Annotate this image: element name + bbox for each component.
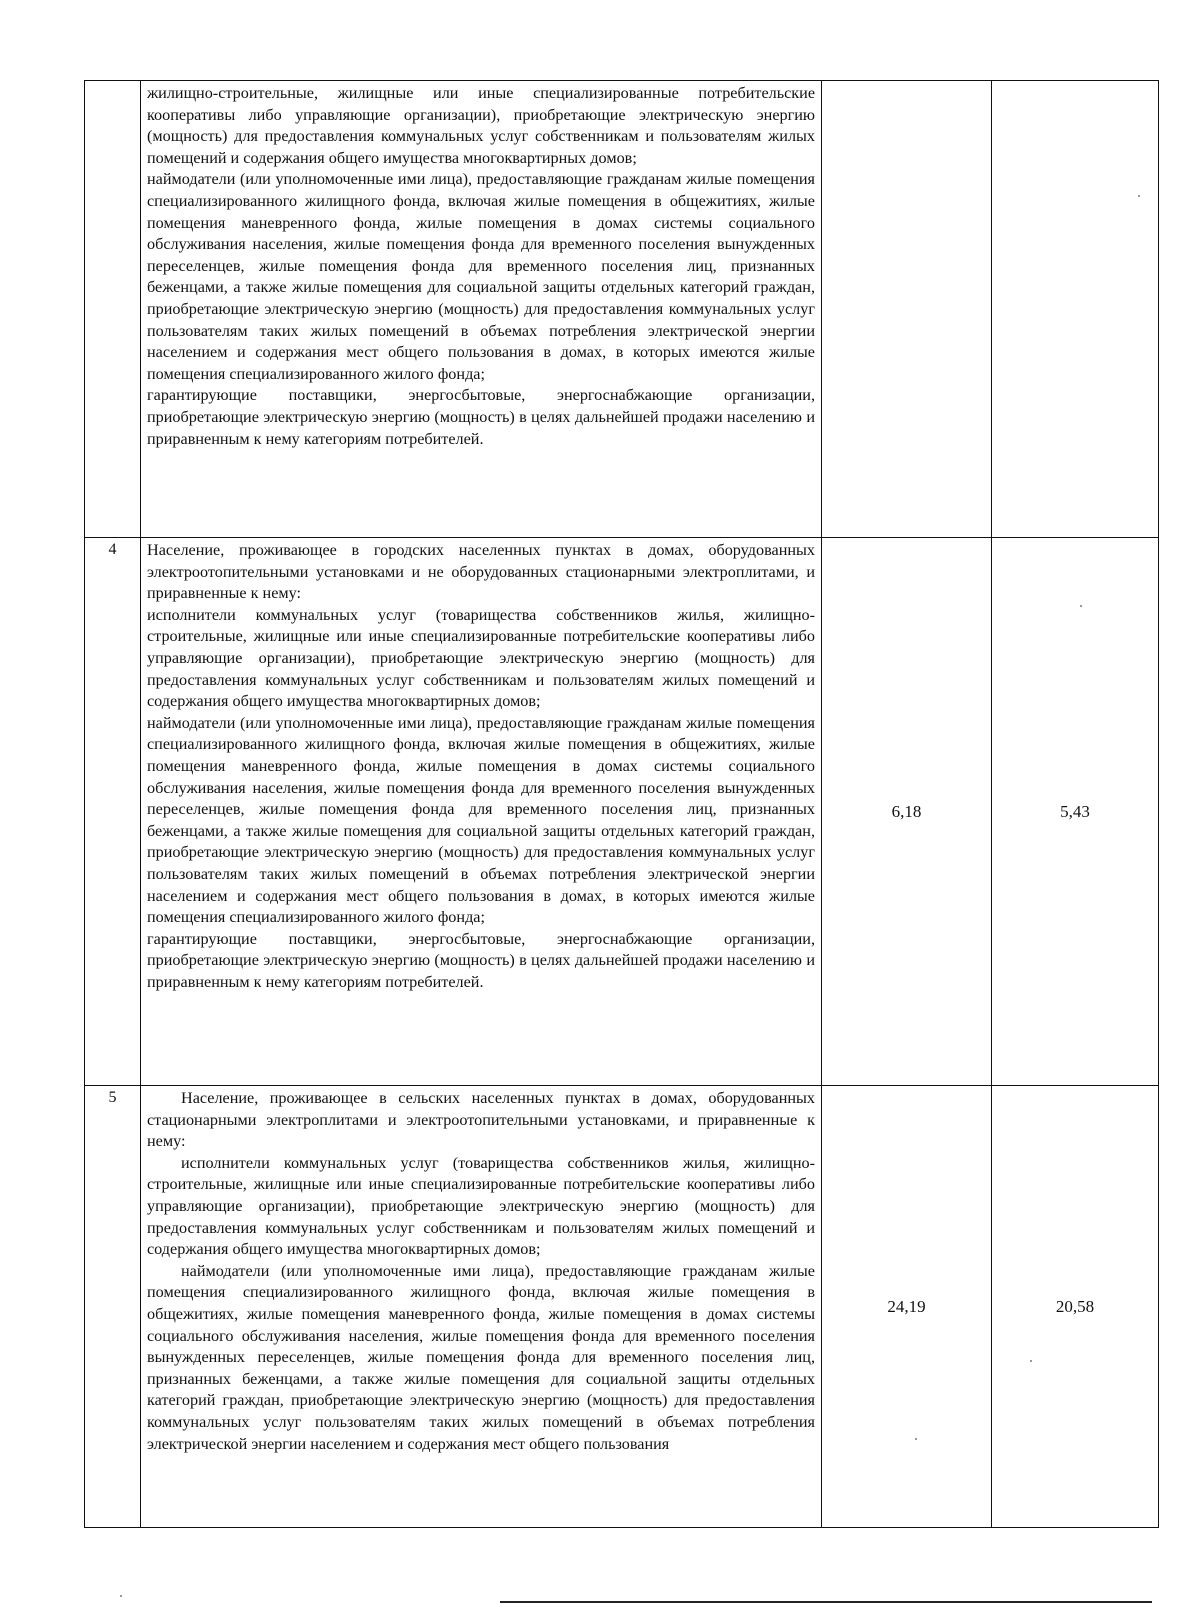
row-description <box>141 81 822 538</box>
description-paragraph: наймодатели (или уполномоченные ими лица), предоставляющие гражданам жилые помещения специализированного жилищного фонда, включая жилые помещения в общежитиях, жилые помещения маневренного фонда, жилые помещения в домах системы социального обслуживания населения, жилые помещения фонда для временного поселения вынужденных переселенцев, жилые помещения фонда для временного поселения лиц, признанных беженцами, а также жилые помещения для социальной защиты отдельных категорий граждан, приобретающие электрическую энергию (мощность) для предоставления коммунальных услуг пользователям таких жилых помещений в объемах потребления электрической энергии населением и содержания мест общего пользования <box>147 1261 815 1453</box>
description-paragraph: жилищно-строительные, жилищные или иные специализированные потребительские кооперативы либо управляющие организации), приобретающие электрическую энергию (мощность) для предоставления коммунальных услуг собственникам и пользователям жилых помещений и содержания общего имущества многоквартирных домов; <box>147 84 815 167</box>
row-description <box>141 538 822 1086</box>
table-row-continued <box>85 81 1159 538</box>
description-paragraph: исполнители коммунальных услуг (товарищества собственников жилья, жилищно-строительные, жилищные или иные специализированные потребительские кооперативы либо управляющие организации), приобретающие электрическую энергию (мощность) для предоставления коммунальных услуг собственникам и пользователям жилых помещений и содержания общего имущества многоквартирных домов; <box>147 605 815 711</box>
description-paragraph: Население, проживающее в сельских населенных пунктах в домах, оборудованных стационарными электроплитами и электроотопительными установками, и приравненные к нему: <box>147 1089 815 1151</box>
page-bottom-rule <box>500 1601 1152 1603</box>
row-description <box>141 1086 822 1528</box>
description-paragraph: наймодатели (или уполномоченные ими лица), предоставляющие гражданам жилые помещения специализированного жилищного фонда, включая жилые помещения в общежитиях, жилые помещения маневренного фонда, жилые помещения в домах системы социального обслуживания населения, жилые помещения фонда для временного поселения вынужденных переселенцев, жилые помещения фонда для временного поселения лиц, признанных беженцами, а также жилые помещения для социальной защиты отдельных категорий граждан, приобретающие электрическую энергию (мощность) для предоставления коммунальных услуг пользователям таких жилых помещений в объемах потребления электрической энергии населением и содержания мест общего пользования в домах, в которых имеются жилые помещения специализированного жилого фонда; <box>147 713 815 927</box>
description-paragraph: Население, проживающее в городских населенных пунктах в домах, оборудованных электроотопительными установками и не оборудованных стационарными электроплитами, и приравненные к нему: <box>147 541 815 603</box>
scan-speck <box>1080 605 1082 607</box>
tariff-value-2: 5,43 <box>992 538 1159 1086</box>
tariff-value-2: 20,58 <box>992 1086 1159 1528</box>
tariff-value-1 <box>822 81 992 538</box>
table-row-4 <box>85 538 1159 1086</box>
scan-speck <box>1030 1360 1032 1362</box>
description-paragraph: гарантирующие поставщики, энергосбытовые, энергоснабжающие организации, приобретающие электрическую энергию (мощность) в целях дальнейшей продажи населению и приравненным к нему категориям потребителей. <box>147 929 815 991</box>
tariff-value-1: 24,19 <box>822 1086 992 1528</box>
scan-speck <box>120 1595 122 1597</box>
tariff-table <box>84 80 1159 1528</box>
description-paragraph: исполнители коммунальных услуг (товарищества собственников жилья, жилищно-строительные, жилищные или иные специализированные потребительские кооперативы либо управляющие организации), приобретающие электрическую энергию (мощность) для предоставления коммунальных услуг собственникам и пользователям жилых помещений и содержания общего имущества многоквартирных домов; <box>147 1153 815 1259</box>
scan-speck <box>1138 195 1140 197</box>
row-number: 4 <box>85 538 141 1086</box>
tariff-value-2 <box>992 81 1159 538</box>
description-paragraph: наймодатели (или уполномоченные ими лица), предоставляющие гражданам жилые помещения специализированного жилищного фонда, включая жилые помещения в общежитиях, жилые помещения маневренного фонда, жилые помещения в домах системы социального обслуживания населения, жилые помещения фонда для временного поселения вынужденных переселенцев, жилые помещения фонда для временного поселения лиц, признанных беженцами, а также жилые помещения для социальной защиты отдельных категорий граждан, приобретающие электрическую энергию (мощность) для предоставления коммунальных услуг пользователям таких жилых помещений в объемах потребления электрической энергии населением и содержания мест общего пользования в домах, в которых имеются жилые помещения специализированного жилого фонда; <box>147 170 815 383</box>
tariff-value-1: 6,18 <box>822 538 992 1086</box>
description-paragraph: гарантирующие поставщики, энергосбытовые, энергоснабжающие организации, приобретающие электрическую энергию (мощность) в целях дальнейшей продажи населению и приравненным к нему категориям потребителей. <box>147 386 815 448</box>
table-row-5 <box>85 1086 1159 1528</box>
scan-speck <box>915 1438 917 1440</box>
row-number: 5 <box>85 1086 141 1528</box>
row-number <box>85 81 141 538</box>
